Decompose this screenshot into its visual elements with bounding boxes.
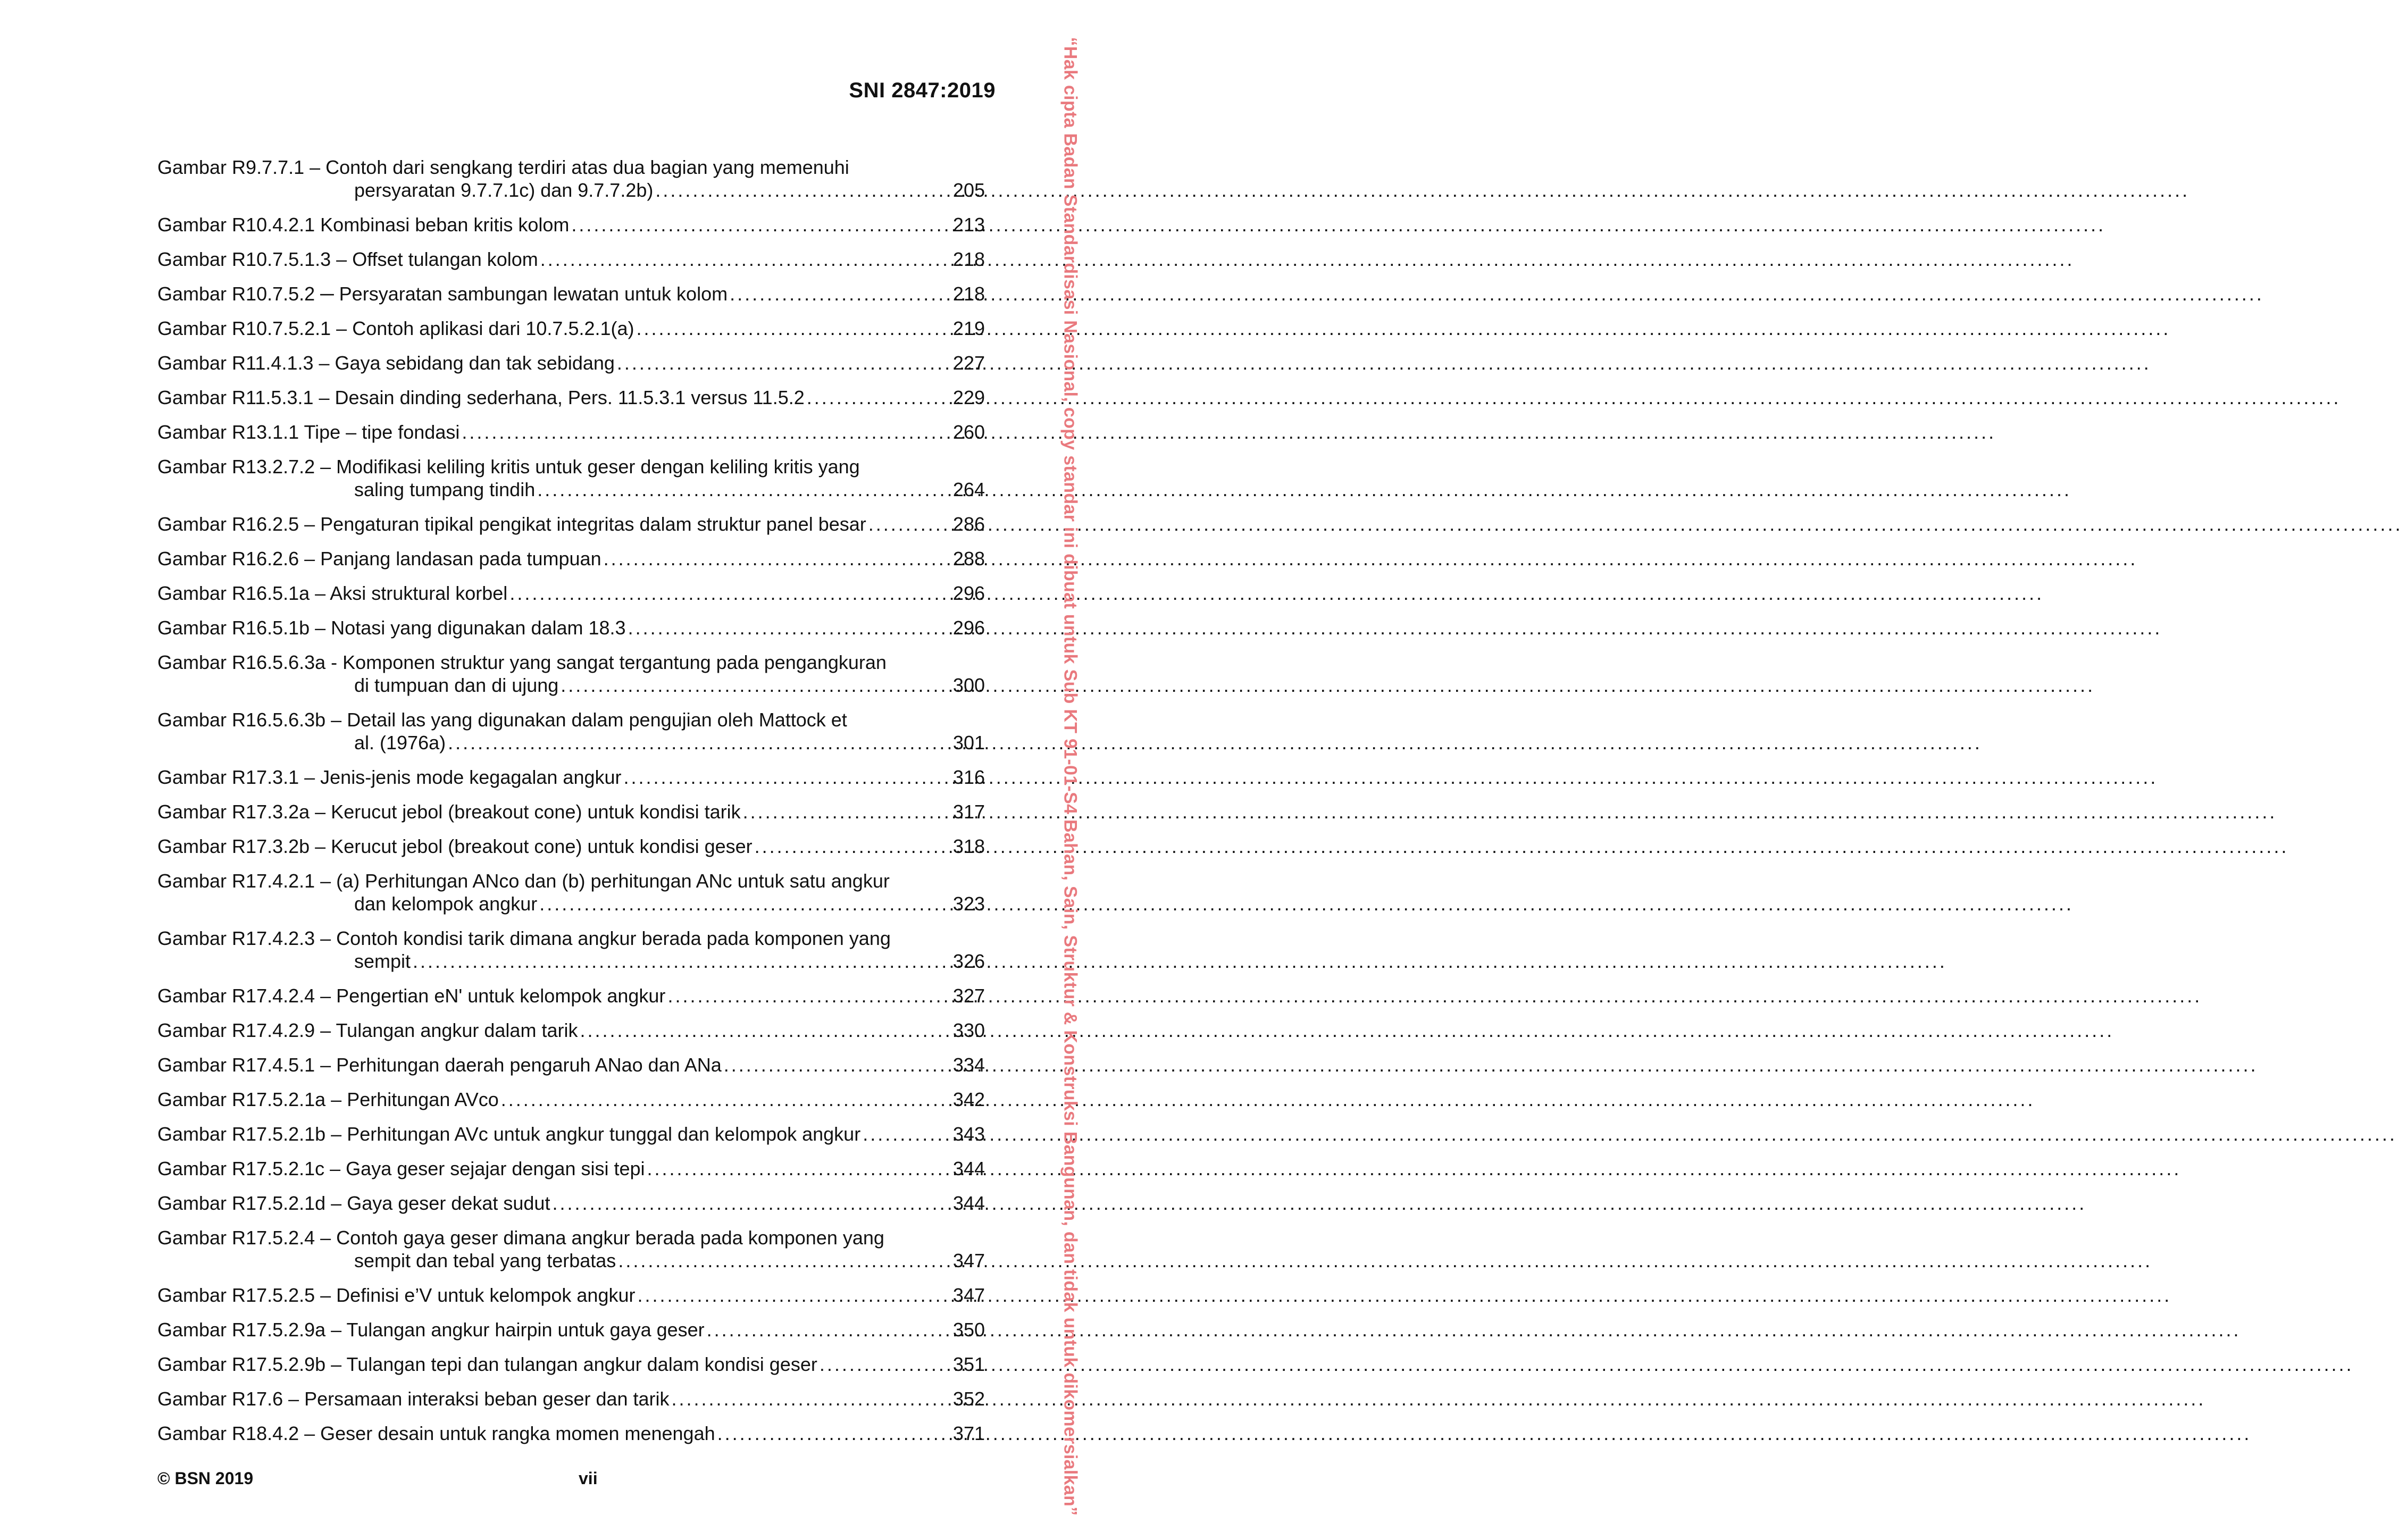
toc-entry-label: Gambar R17.5.2.1a – Perhitungan AVco — [157, 1089, 499, 1110]
dot-leader — [730, 282, 950, 305]
dot-leader — [628, 616, 950, 639]
toc-entry-page: 344 — [952, 1158, 985, 1179]
toc-entry-page: 205 — [952, 179, 985, 201]
dot-leader — [724, 1053, 950, 1076]
dot-leader — [552, 1192, 949, 1215]
toc-entry — [157, 1353, 985, 1376]
toc-entry-page: 296 — [952, 582, 985, 604]
toc-entry-page: 334 — [952, 1054, 985, 1076]
toc-entry-line — [157, 708, 985, 731]
dot-leader — [448, 731, 950, 754]
toc-entry — [157, 1088, 985, 1111]
toc-entry — [157, 869, 985, 915]
toc-entry-line — [157, 582, 985, 605]
toc-entry-page: 350 — [952, 1319, 985, 1341]
toc-entry-line — [157, 1088, 985, 1111]
toc-entry-continuation-line — [157, 179, 985, 202]
toc-entry-page: 317 — [952, 801, 985, 823]
toc-entry-page: 296 — [952, 617, 985, 639]
toc-entry-continuation-line — [157, 1249, 985, 1272]
toc-entry-label: Gambar R17.5.2.4 – Contoh gaya geser dimana angkur berada pada komponen yang — [157, 1227, 884, 1249]
toc-entry-line — [157, 616, 985, 639]
toc-entry-label: Gambar R10.4.2.1 Kombinasi beban kritis kolom — [157, 214, 570, 236]
toc-entry-line — [157, 1053, 985, 1076]
toc-entry-label: Gambar R17.4.5.1 – Perhitungan daerah pengaruh ANao dan ANa — [157, 1054, 722, 1076]
toc-entry-page: 347 — [952, 1284, 985, 1306]
toc-entry-label: Gambar R13.1.1 Tipe – tipe fondasi — [157, 421, 460, 443]
toc-entry-label: Gambar R17.3.2b – Kerucut jebol (breakout cone) untuk kondisi geser — [157, 835, 753, 857]
toc-entry-label: Gambar R17.6 – Persamaan interaksi beban geser dan tarik — [157, 1388, 670, 1410]
dot-leader — [672, 1387, 950, 1410]
toc-entry — [157, 421, 985, 443]
toc-entry-page: 218 — [952, 248, 985, 270]
dot-leader — [707, 1318, 950, 1341]
toc-entry — [157, 984, 985, 1007]
toc-entry-label: Gambar R10.7.5.1.3 – Offset tulangan kolom — [157, 248, 538, 270]
toc-entry-label: Gambar R17.4.2.1 – (a) Perhitungan ANco dan (b) perhitungan ANc untuk satu angkur — [157, 870, 890, 892]
toc-entry-line — [157, 386, 985, 409]
footer-copyright: © BSN 2019 — [157, 1469, 254, 1488]
toc-entry-continuation: di tumpuan dan di ujung — [354, 674, 559, 696]
dot-leader — [863, 1123, 950, 1145]
toc-entry-label: Gambar R17.3.2a – Kerucut jebol (breakout cone) untuk kondisi tarik — [157, 801, 741, 823]
toc-entry-line — [157, 869, 985, 892]
toc-entry-continuation: sempit dan tebal yang terbatas — [354, 1250, 616, 1271]
watermark-text: “Hak cipta Badan Standardisasi Nasional, copy standar ini dibuat untuk Sub KT 91-01-S4 Bahan, Sain, Struktur & Konstruksi Bangunan, dan tidak untuk dikomersialkan” — [1060, 37, 1081, 1516]
dot-leader — [655, 179, 950, 202]
toc-entry-line — [157, 984, 985, 1007]
figure-list — [157, 156, 985, 1457]
toc-entry — [157, 766, 985, 789]
toc-entry — [157, 835, 985, 858]
dot-leader — [540, 248, 950, 271]
toc-entry — [157, 455, 985, 501]
toc-entry-line — [157, 1226, 985, 1249]
toc-entry-label: Gambar R17.5.2.1c – Gaya geser sejajar dengan sisi tepi — [157, 1158, 645, 1179]
toc-entry-line — [157, 513, 985, 535]
toc-entry-line — [157, 421, 985, 443]
toc-entry-label: Gambar R18.4.2 – Geser desain untuk rangka momen menengah — [157, 1422, 715, 1444]
toc-entry-label: Gambar R17.4.2.4 – Pengertian eN' untuk kelompok angkur — [157, 985, 666, 1007]
toc-entry-label: Gambar R16.2.6 – Panjang landasan pada tumpuan — [157, 548, 601, 570]
toc-entry-label: Gambar R17.3.1 – Jenis-jenis mode kegagalan angkur — [157, 766, 622, 788]
dot-leader — [755, 835, 950, 858]
toc-entry-continuation: saling tumpang tindih — [354, 479, 536, 500]
toc-entry-continuation: persyaratan 9.7.7.1c) dan 9.7.7.2b) — [354, 179, 654, 201]
toc-entry — [157, 156, 985, 202]
toc-entry-page: 213 — [952, 214, 985, 236]
toc-entry — [157, 317, 985, 340]
toc-entry-page: 318 — [952, 835, 985, 857]
toc-entry-label: Gambar R16.2.5 – Pengaturan tipikal pengikat integritas dalam struktur panel besar — [157, 513, 866, 535]
dot-leader — [647, 1157, 950, 1180]
dot-leader — [509, 582, 950, 605]
dot-leader — [820, 1353, 950, 1376]
toc-entry-line — [157, 455, 985, 478]
toc-entry-label: Gambar R16.5.1a – Aksi struktural korbel — [157, 582, 508, 604]
toc-entry-page: 326 — [952, 950, 985, 972]
toc-entry-label: Gambar R16.5.6.3a - Komponen struktur yang sangat tergantung pada pengangkuran — [157, 651, 887, 673]
toc-entry-label: Gambar R17.4.2.9 – Tulangan angkur dalam tarik — [157, 1019, 578, 1041]
toc-entry — [157, 1318, 985, 1341]
toc-entry-page: 342 — [952, 1089, 985, 1110]
toc-entry — [157, 1157, 985, 1180]
toc-entry-line — [157, 351, 985, 374]
toc-entry-label: Gambar R17.5.2.1b – Perhitungan AVc untuk angkur tunggal dan kelompok angkur — [157, 1123, 861, 1145]
toc-entry-continuation-line — [157, 950, 985, 973]
toc-entry-page: 344 — [952, 1192, 985, 1214]
toc-entry-continuation-line — [157, 674, 985, 697]
toc-entry-line — [157, 1019, 985, 1042]
toc-entry-label: Gambar R17.5.2.5 – Definisi e’V untuk kelompok angkur — [157, 1284, 636, 1306]
toc-entry — [157, 800, 985, 823]
toc-entry-label: Gambar R16.5.1b – Notasi yang digunakan dalam 18.3 — [157, 617, 626, 639]
toc-entry-line — [157, 317, 985, 340]
dot-leader — [637, 317, 950, 340]
toc-entry — [157, 1284, 985, 1307]
toc-entry-continuation-line — [157, 478, 985, 501]
toc-entry-line — [157, 800, 985, 823]
toc-entry-label: Gambar R17.5.2.1d – Gaya geser dekat sudut — [157, 1192, 550, 1214]
toc-entry-page: 286 — [952, 513, 985, 535]
toc-entry — [157, 1123, 985, 1145]
toc-entry-label: Gambar R17.5.2.9a – Tulangan angkur hairpin untuk gaya geser — [157, 1319, 705, 1341]
toc-entry-page: 260 — [952, 421, 985, 443]
toc-entry-line — [157, 1318, 985, 1341]
toc-entry-line — [157, 1192, 985, 1215]
toc-entry — [157, 1053, 985, 1076]
toc-entry-page: 371 — [952, 1422, 985, 1444]
toc-entry-continuation: dan kelompok angkur — [354, 893, 538, 915]
dot-leader — [637, 1284, 949, 1307]
toc-entry-label: Gambar R17.5.2.9b – Tulangan tepi dan tulangan angkur dalam kondisi geser — [157, 1353, 817, 1375]
dot-leader — [617, 351, 950, 374]
toc-entry-page: 352 — [952, 1388, 985, 1410]
toc-entry-continuation-line — [157, 892, 985, 915]
toc-entry — [157, 213, 985, 236]
toc-entry — [157, 547, 985, 570]
toc-entry-line — [157, 213, 985, 236]
toc-entry — [157, 1226, 985, 1272]
dot-leader — [580, 1019, 949, 1042]
toc-entry-line — [157, 1157, 985, 1180]
toc-entry-line — [157, 282, 985, 305]
toc-entry-line — [157, 835, 985, 858]
toc-entry-line — [157, 651, 985, 674]
dot-leader — [501, 1088, 950, 1111]
standard-code: SNI 2847:2019 — [849, 79, 996, 102]
dot-leader — [561, 674, 950, 697]
toc-entry — [157, 386, 985, 409]
toc-entry-page: 327 — [952, 985, 985, 1007]
toc-entry-line — [157, 248, 985, 271]
toc-entry-page: 227 — [952, 352, 985, 374]
toc-entry-label: Gambar R10.7.5.2 ─ Persyaratan sambungan lewatan untuk kolom — [157, 283, 728, 305]
dot-leader — [537, 478, 950, 501]
toc-entry-page: 288 — [952, 548, 985, 570]
toc-entry-continuation: sempit — [354, 950, 411, 972]
dot-leader — [807, 386, 950, 409]
copyright-watermark — [1054, 37, 1086, 1516]
toc-entry-continuation: al. (1976a) — [354, 732, 446, 754]
toc-entry-page: 219 — [952, 317, 985, 339]
dot-leader — [462, 421, 950, 443]
toc-entry-label: Gambar R17.4.2.3 – Contoh kondisi tarik dimana angkur berada pada komponen yang — [157, 927, 891, 949]
toc-entry-page: 351 — [952, 1353, 985, 1375]
dot-leader — [667, 984, 949, 1007]
footer-page-number: vii — [579, 1469, 598, 1488]
toc-entry-page: 218 — [952, 283, 985, 305]
toc-entry — [157, 1387, 985, 1410]
dot-leader — [717, 1422, 950, 1445]
toc-entry — [157, 651, 985, 697]
toc-entry-label: Gambar R13.2.7.2 – Modifikasi keliling kritis untuk geser dengan keliling kritis yang — [157, 456, 860, 478]
toc-entry-page: 330 — [952, 1019, 985, 1041]
dot-leader — [539, 892, 950, 915]
toc-entry-label: Gambar R9.7.7.1 – Contoh dari sengkang terdiri atas dua bagian yang memenuhi — [157, 156, 849, 178]
toc-entry — [157, 708, 985, 754]
toc-entry-page: 347 — [952, 1250, 985, 1271]
toc-entry-page: 316 — [952, 766, 985, 788]
toc-entry-line — [157, 1353, 985, 1376]
toc-entry-label: Gambar R11.5.3.1 – Desain dinding sederhana, Pers. 11.5.3.1 versus 11.5.2 — [157, 387, 805, 408]
toc-entry-page: 343 — [952, 1123, 985, 1145]
dot-leader — [868, 513, 950, 535]
toc-entry-line — [157, 1284, 985, 1307]
toc-entry — [157, 282, 985, 305]
dot-leader — [571, 213, 950, 236]
toc-entry — [157, 1192, 985, 1215]
toc-entry-line — [157, 927, 985, 950]
toc-entry — [157, 582, 985, 605]
toc-entry-page: 300 — [952, 674, 985, 696]
toc-entry-label: Gambar R10.7.5.2.1 – Contoh aplikasi dari 10.7.5.2.1(a) — [157, 317, 634, 339]
toc-entry-page: 229 — [952, 387, 985, 408]
toc-entry-page: 323 — [952, 893, 985, 915]
toc-entry-continuation-line — [157, 731, 985, 754]
toc-entry-label: Gambar R16.5.6.3b – Detail las yang digunakan dalam pengujian oleh Mattock et — [157, 709, 847, 731]
toc-entry — [157, 1019, 985, 1042]
toc-entry-page: 301 — [952, 732, 985, 754]
toc-entry-line — [157, 1387, 985, 1410]
toc-entry-line — [157, 1123, 985, 1145]
toc-entry — [157, 248, 985, 271]
dot-leader — [618, 1249, 950, 1272]
dot-leader — [604, 547, 950, 570]
toc-entry-line — [157, 1422, 985, 1445]
toc-entry-label: Gambar R11.4.1.3 – Gaya sebidang dan tak sebidang — [157, 352, 615, 374]
toc-entry — [157, 1422, 985, 1445]
dot-leader — [624, 766, 950, 789]
toc-entry — [157, 616, 985, 639]
toc-entry-line — [157, 766, 985, 789]
toc-entry-page: 264 — [952, 479, 985, 500]
toc-entry — [157, 513, 985, 535]
toc-entry-line — [157, 156, 985, 179]
toc-entry — [157, 351, 985, 374]
toc-entry — [157, 927, 985, 973]
dot-leader — [413, 950, 950, 973]
dot-leader — [743, 800, 950, 823]
toc-entry-line — [157, 547, 985, 570]
